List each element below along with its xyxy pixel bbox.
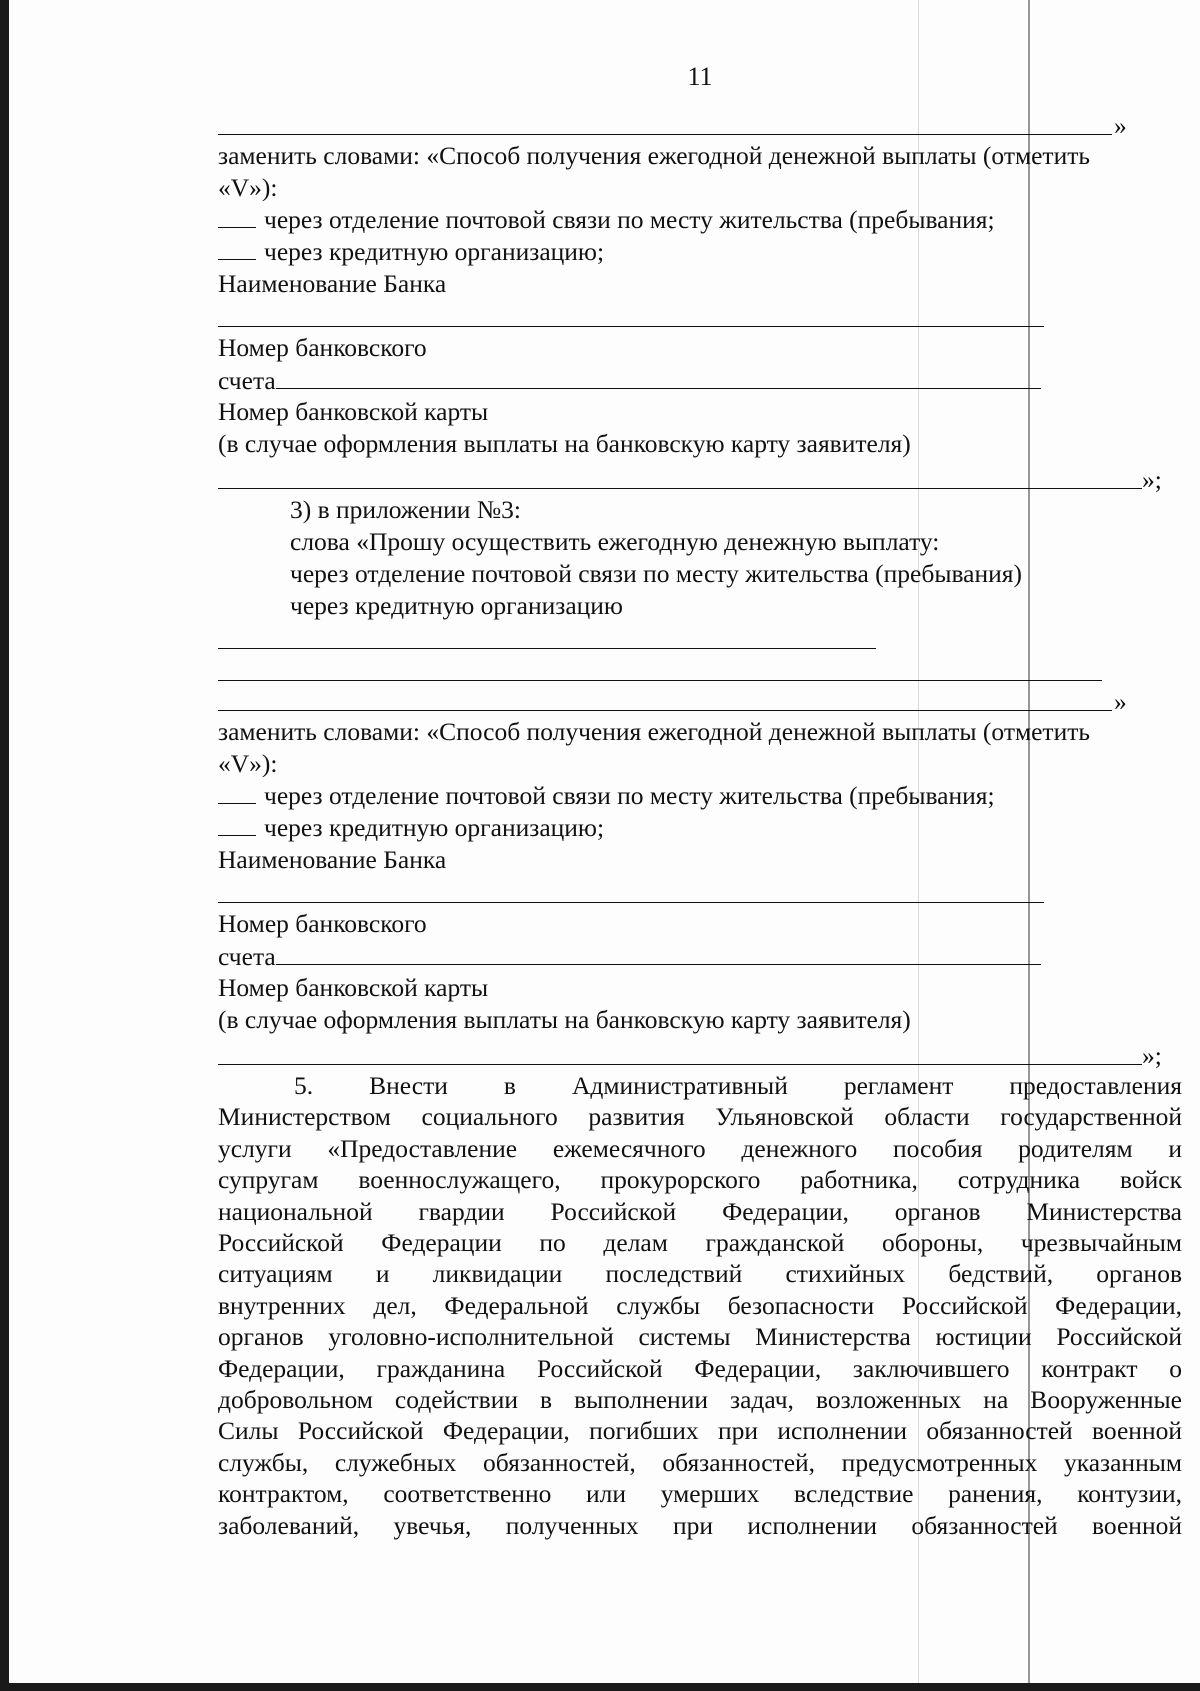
closing-quote: »;	[1142, 465, 1162, 494]
section-3-heading: 3) в приложении №3:	[290, 495, 521, 524]
card-label: Номер банковской карты	[218, 397, 489, 426]
checkbox-blank	[218, 207, 256, 228]
paragraph-line: Федерации, гражданина Российской Федерации, заключившего контракт о	[218, 1353, 1182, 1383]
option-credit	[218, 812, 604, 844]
paragraph-line: внутренних дел, Федеральной службы безопасности Российской Федерации,	[218, 1290, 1182, 1320]
paragraph-line: ситуациям и ликвидации последствий стихийных бедствий, органов	[218, 1259, 1182, 1289]
closing-quote: »	[1114, 111, 1127, 140]
paragraph-line: 5. Внести в Административный регламент предоставления	[294, 1071, 1182, 1100]
account-label-2: счета	[218, 942, 276, 971]
paragraph-line: Российской Федерации по делам гражданской обороны, чрезвычайным	[218, 1228, 1182, 1257]
paragraph-line: Силы Российской Федерации, погибших при исполнении обязанностей военной	[218, 1416, 1182, 1446]
option-post	[218, 204, 995, 236]
form-rule	[218, 680, 1102, 681]
paragraph-line: контрактом, соответственно или умерших вследствие ранения, контузии,	[218, 1479, 1182, 1509]
form-rule	[218, 488, 1142, 489]
paragraph-line: заболеваний, увечья, полученных при исполнении обязанностей военной	[218, 1510, 1182, 1540]
option-credit-label: через кредитную организацию;	[264, 237, 605, 266]
section-3-line-1: слова «Прошу осуществить ежегодную денежную выплату:	[290, 527, 940, 556]
scan-left-edge	[0, 0, 9, 1691]
paragraph-line: супругам военнослужащего, прокурорского работника, сотрудника войск	[218, 1165, 1182, 1195]
form-rule	[218, 648, 876, 649]
option-credit-label: через кредитную организацию;	[264, 813, 605, 842]
option-post-label: через отделение почтовой связи по месту жительства (пребывания;	[264, 781, 995, 810]
bank-name-label: Наименование Банка	[218, 845, 447, 874]
replace-line-2: «V»):	[218, 749, 278, 778]
replace-line-2: «V»):	[218, 173, 278, 202]
closing-quote: »;	[1142, 1041, 1162, 1070]
checkbox-blank	[218, 239, 256, 260]
section-3-line-3: через кредитную организацию	[290, 591, 623, 620]
paragraph-line: национальной гвардии Российской Федерации, органов Министерства	[218, 1196, 1182, 1226]
account-line	[218, 364, 1041, 397]
section-3-line-2: через отделение почтовой связи по месту жительства (пребывания)	[290, 559, 1023, 588]
checkbox-blank	[218, 815, 256, 836]
form-rule	[218, 134, 1112, 135]
page-number: 11	[687, 62, 713, 91]
paragraph-line: добровольном содействии в выполнении задач, возложенных на Вооруженные	[218, 1385, 1182, 1414]
card-note: (в случае оформления выплаты на банковскую карту заявителя)	[218, 1005, 911, 1034]
form-rule	[218, 1064, 1142, 1065]
closing-quote: »	[1114, 687, 1127, 716]
replace-line-1: заменить словами: «Способ получения ежегодной денежной выплаты (отметить	[218, 141, 1090, 170]
paragraph-line: услуги «Предоставление ежемесячного денежного пособия родителям и	[218, 1133, 1182, 1163]
card-label: Номер банковской карты	[218, 973, 489, 1002]
scan-bottom-edge	[0, 1683, 1200, 1691]
checkbox-blank	[218, 783, 256, 804]
option-post-label: через отделение почтовой связи по месту жительства (пребывания;	[264, 205, 995, 234]
paragraph-line: службы, служебных обязанностей, обязанностей, предусмотренных указанным	[218, 1447, 1182, 1477]
account-label: Номер банковского	[218, 909, 427, 938]
replace-line-1: заменить словами: «Способ получения ежегодной денежной выплаты (отметить	[218, 717, 1090, 746]
account-rule	[276, 364, 1041, 389]
card-note: (в случае оформления выплаты на банковскую карту заявителя)	[218, 429, 911, 458]
bank-name-rule	[218, 902, 1044, 903]
account-rule	[276, 940, 1041, 965]
option-post	[218, 780, 995, 812]
bank-name-rule	[218, 326, 1044, 327]
option-credit	[218, 236, 604, 268]
paragraph-line: Министерством социального развития Ульяновской области государственной	[218, 1102, 1182, 1132]
account-line	[218, 940, 1041, 973]
form-rule	[218, 710, 1112, 711]
bank-name-label: Наименование Банка	[218, 269, 447, 298]
account-label-2: счета	[218, 366, 276, 395]
account-label: Номер банковского	[218, 333, 427, 362]
paragraph-line: органов уголовно-исполнительной системы Министерства юстиции Российской	[218, 1322, 1182, 1352]
